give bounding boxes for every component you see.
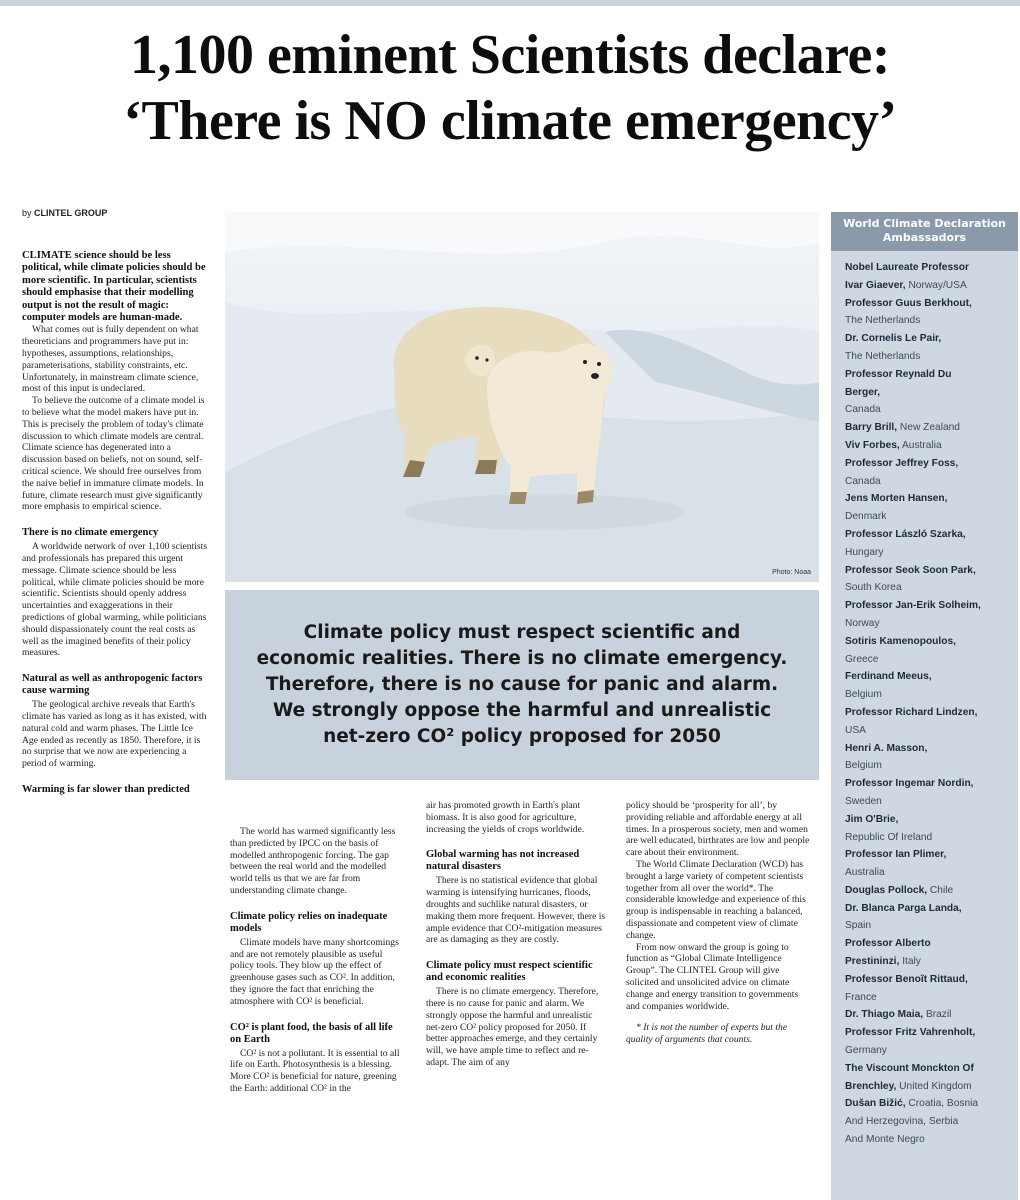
ambassador-location: Germany: [845, 1045, 887, 1057]
ambassador-line: [845, 473, 1018, 491]
ambassador-location: France: [845, 991, 877, 1003]
article-column-3: [426, 800, 606, 1200]
ambassador-line: [845, 562, 1018, 580]
subhead-economic-realities: Climate policy must respect scientific and economic realities: [426, 960, 593, 984]
ambassador-line: [845, 295, 1018, 313]
ambassador-location: Norway/USA: [905, 279, 967, 291]
ambassador-location: Italy: [899, 956, 921, 968]
subhead-warming-slower: Warming is far slower than predicted: [22, 783, 190, 795]
ambassador-line: [845, 668, 1018, 686]
ambassador-line: [845, 1060, 1018, 1078]
col3-paragraph-2: There is no statistical evidence that global warming is intensifying hurricanes, floods, droughts and suchlike natural disasters, or making them more frequent. However, there is ample evidence that CO²-mitigation measures are as damaging as they are costly.: [426, 875, 606, 946]
ambassador-name: Professor Benoît Rittaud,: [845, 973, 968, 985]
ambassador-line: [845, 1078, 1018, 1096]
ambassador-line: [845, 864, 1018, 882]
top-border: [0, 0, 1020, 6]
ambassadors-sidebar: [831, 212, 1018, 1200]
ambassador-name: Douglas Pollock,: [845, 884, 928, 896]
ambassador-line: [845, 953, 1018, 971]
ambassador-name: Berger,: [845, 386, 881, 398]
ambassador-location: The Netherlands: [845, 315, 921, 327]
ambassador-location: And Monte Negro: [845, 1134, 925, 1146]
ambassador-line: [845, 633, 1018, 651]
col1-paragraph-2: To believe the outcome of a climate model is to believe what the model makers have put in. This is precisely the problem of today's climate discussion to which climate models are central. Climate science has degenerated into a discussion based on beliefs, not on sound, self-critical science. We should free ourselves from the naive belief in immature climate models. In future, climate research must give significantly more emphasis to empirical science.: [22, 395, 205, 513]
ambassador-location: Croatia, Bosnia: [905, 1098, 979, 1110]
ambassador-line: [845, 366, 1018, 384]
ambassador-name: Professor Ian Plimer,: [845, 849, 947, 861]
ambassador-line: [845, 597, 1018, 615]
ambassador-name: Henri A. Masson,: [845, 742, 928, 754]
ambassador-line: [845, 989, 1018, 1007]
subhead-natural-factors: Natural as well as anthropogenic factors cause warming: [22, 673, 203, 697]
subhead-no-emergency: There is no climate emergency: [22, 527, 159, 539]
ambassador-name: Professor Jan-Erik Solheim,: [845, 600, 981, 612]
ambassador-name: The Viscount Monckton Of: [845, 1062, 974, 1074]
col4-paragraph-1: policy should be ‘prosperity for all’, by providing reliable and affordable energy at all times. In a prosperous society, men and women are well educated, birthrates are low and people care about their environment.: [626, 800, 810, 859]
sidebar-title: [831, 212, 1018, 251]
headline: [0, 22, 1020, 154]
ambassador-line: [845, 1024, 1018, 1042]
ambassador-name: Brenchley,: [845, 1080, 897, 1092]
ambassador-line: [845, 971, 1018, 989]
ambassador-name: Nobel Laureate Professor: [845, 262, 969, 273]
ambassador-name: Professor Richard Lindzen,: [845, 706, 978, 718]
ambassador-location: Canada: [845, 475, 881, 487]
sidebar-title-line-1: World Climate Declaration: [843, 217, 1006, 230]
ambassador-line: [845, 846, 1018, 864]
ambassador-name: Professor Fritz Vahrenholt,: [845, 1027, 976, 1039]
ambassador-list: [831, 251, 1018, 1149]
ambassador-name: Prestininzi,: [845, 956, 900, 968]
ambassador-name: Dušan Bižić,: [845, 1098, 906, 1110]
ambassador-location: Australia: [899, 439, 942, 451]
ambassador-location: New Zealand: [897, 422, 960, 434]
ambassador-location: Spain: [845, 920, 872, 932]
ambassador-location: South Korea: [845, 582, 902, 594]
col1-paragraph-1: What comes out is fully dependent on what theoreticians and programmers have put in: hypotheses, assumptions, relationships, parameterisations, stability constraints, etc. Unfortunately, in mainstream climate science, most of this input is undeclared.: [22, 324, 199, 395]
ambassador-name: Sotiris Kamenopoulos,: [845, 635, 956, 647]
ambassador-name: Ferdinand Meeus,: [845, 671, 932, 683]
ambassador-location: Brazil: [923, 1009, 952, 1021]
ambassador-line: [845, 526, 1018, 544]
ambassador-name: Viv Forbes,: [845, 439, 900, 451]
ambassador-line: [845, 490, 1018, 508]
ambassador-line: [845, 455, 1018, 473]
headline-line-2: ‘There is NO climate emergency’: [123, 90, 897, 152]
subhead-natural-disasters: Global warming has not increased natural disasters: [426, 849, 580, 873]
ambassador-line: [845, 508, 1018, 526]
byline: [22, 208, 107, 218]
ambassador-location: And Herzegovina, Serbia: [845, 1116, 959, 1128]
ambassador-line: [845, 579, 1018, 597]
ambassador-name: Professor Seok Soon Park,: [845, 564, 976, 576]
ambassador-line: [845, 722, 1018, 740]
ambassador-name: Dr. Blanca Parga Landa,: [845, 902, 962, 914]
ambassador-line: [845, 544, 1018, 562]
ambassador-name: Ivar Giaever,: [845, 279, 906, 291]
lede-paragraph: [22, 250, 208, 324]
ambassador-line: [845, 882, 1018, 900]
article-column-4: [626, 800, 812, 1200]
pull-quote-text: Climate policy must respect scientific and economic realities. There is no climate emergency. Therefore, there is no cause for panic and alarm. We strongly oppose the harmful and unrealistic net-zero CO² policy proposed for 2050: [256, 622, 788, 747]
ambassador-name: Jens Morten Hansen,: [845, 493, 948, 505]
col2-paragraph-3: CO² is not a pollutant. It is essential to all life on Earth. Photosynthesis is a blessing. More CO² is beneficial for nature, greening the Earth: additional CO² in the: [230, 1047, 400, 1094]
col4-paragraph-2: The World Climate Declaration (WCD) has brought a large variety of competent scientists together from all over the world*. The considerable knowledge and experience of this group is indispensable in reaching a balanced, dispassionate and competent view of climate change.: [626, 858, 806, 941]
byline-author: CLINTEL GROUP: [34, 208, 108, 218]
ambassador-line: [845, 775, 1018, 793]
photo-credit: Photo: Noaa: [772, 569, 811, 576]
ambassador-line: [845, 740, 1018, 758]
ambassador-name: Professor László Szarka,: [845, 528, 966, 540]
col3-paragraph-3: There is no climate emergency. Therefore, there is no cause for panic and alarm. We strongly oppose the harmful and unrealistic net-zero CO² policy proposed for 2050. If better approaches emerge, and they certainly will, we have ample time to reflect and re-adapt. The aim of any: [426, 986, 599, 1068]
ambassador-line: [845, 1131, 1018, 1149]
ambassador-line: [845, 419, 1018, 437]
col3-paragraph-1: air has promoted growth in Earth's plant biomass. It is also good for agriculture, increasing the yields of crops worldwide.: [426, 800, 585, 835]
ambassador-name: Dr. Cornelis Le Pair,: [845, 333, 942, 345]
col2-paragraph-1: The world has warmed significantly less than predicted by IPCC on the basis of modelled anthropogenic forcing. The gap between the real world and the modelled world tells us that we are far from understanding climate change.: [230, 826, 396, 896]
ambassador-name: Professor Jeffrey Foss,: [845, 457, 959, 469]
ambassador-line: [845, 935, 1018, 953]
ambassador-line: [845, 1006, 1018, 1024]
ambassador-line: [845, 1113, 1018, 1131]
ambassador-line: [845, 704, 1018, 722]
ambassador-line: [845, 615, 1018, 633]
col1-paragraph-4: The geological archive reveals that Earth's climate has varied as long as it has existed, with natural cold and warm phases. The Little Ice Age ended as recently as 1850. Therefore, it is no surprise that we now are experiencing a period of warming.: [22, 699, 207, 770]
ambassador-line: [845, 811, 1018, 829]
ambassador-location: United Kingdom: [896, 1080, 972, 1092]
article-column-2: [230, 826, 406, 1200]
col1-paragraph-3: A worldwide network of over 1,100 scientists and professionals has prepared this urgent message. Climate science should be less political, while climate policies should be more scientific. Scientists should openly address uncertainties and exaggerations in their predictions of global warming, while politicians should dispassionately count the real costs as well as the imagined benefits of their policy measures.: [22, 541, 208, 659]
col4-paragraph-3: From now onward the group is going to function as “Global Climate Intelligence Group”. The CLINTEL Group will give solicited and unsolicited advice on climate change and energy transition to governments and companies worldwide.: [626, 941, 799, 1012]
ambassador-line: [845, 651, 1018, 669]
headline-line-1: 1,100 eminent Scientists declare:: [129, 24, 891, 86]
sidebar-title-line-2: Ambassadors: [882, 231, 967, 244]
closing-quote: * It is not the number of experts but the quality of arguments that counts.: [626, 1022, 788, 1046]
lede-cap: CLIMATE: [22, 250, 72, 261]
ambassador-line: [845, 793, 1018, 811]
ambassador-location: Australia: [845, 867, 885, 879]
ambassador-location: Norway: [845, 617, 880, 629]
ambassador-line: [845, 330, 1018, 348]
ambassador-line: [845, 277, 1018, 295]
ambassador-line: [845, 312, 1018, 330]
ambassador-location: The Netherlands: [845, 350, 921, 362]
ambassador-line: [845, 401, 1018, 419]
ambassador-location: Chile: [927, 884, 954, 896]
ambassador-line: [845, 384, 1018, 402]
lede-text: science should be less political, while climate policies should be more scientific. In particular, scientists should emphasise that their modelling output is not the result of magic: computer models are human-made.: [22, 250, 206, 324]
article-column-1: [22, 250, 208, 1200]
ambassador-location: Canada: [845, 404, 881, 416]
ambassador-location: USA: [845, 724, 866, 736]
ambassador-name: Professor Guus Berkhout,: [845, 297, 972, 309]
ambassador-line: [845, 917, 1018, 935]
ambassador-name: Barry Brill,: [845, 422, 898, 434]
byline-prefix: by: [22, 208, 32, 218]
ambassador-name: Professor Ingemar Nordin,: [845, 778, 974, 790]
ambassador-location: Sweden: [845, 795, 882, 807]
subhead-plant-food: CO² is plant food, the basis of all life on Earth: [230, 1021, 393, 1045]
ambassador-location: Greece: [845, 653, 879, 665]
ambassador-line: [845, 348, 1018, 366]
ambassador-line: [845, 686, 1018, 704]
col2-paragraph-2: Climate models have many shortcomings and are not remotely plausible as useful policy tools. They blow up the effect of greenhouse gases such as CO². In addition, they ignore the fact that enriching the atmosphere with CO² is beneficial.: [230, 936, 399, 1007]
ambassador-line: [845, 1042, 1018, 1060]
ambassador-location: Belgium: [845, 689, 882, 701]
polar-bear-photo: [225, 212, 819, 582]
ambassador-line: [845, 900, 1018, 918]
ambassador-line: [845, 757, 1018, 775]
ambassador-line: [845, 437, 1018, 455]
ambassador-location: Hungary: [845, 546, 884, 558]
ambassador-name: Professor Alberto: [845, 938, 931, 950]
ambassador-location: Republic Of Ireland: [845, 831, 933, 843]
ambassador-location: Belgium: [845, 760, 882, 772]
polar-bear-illustration: [225, 212, 819, 582]
ambassador-name: Jim O'Brie,: [845, 813, 899, 825]
ambassador-name: Professor Reynald Du: [845, 368, 952, 380]
ambassador-location: Denmark: [845, 511, 887, 523]
ambassador-line: [845, 1095, 1018, 1113]
subhead-inadequate-models: Climate policy relies on inadequate models: [230, 910, 388, 934]
ambassador-line: [845, 259, 1018, 277]
ambassador-name: Dr. Thiago Maia,: [845, 1009, 924, 1021]
pull-quote-box: [225, 590, 819, 780]
ambassador-line: [845, 829, 1018, 847]
